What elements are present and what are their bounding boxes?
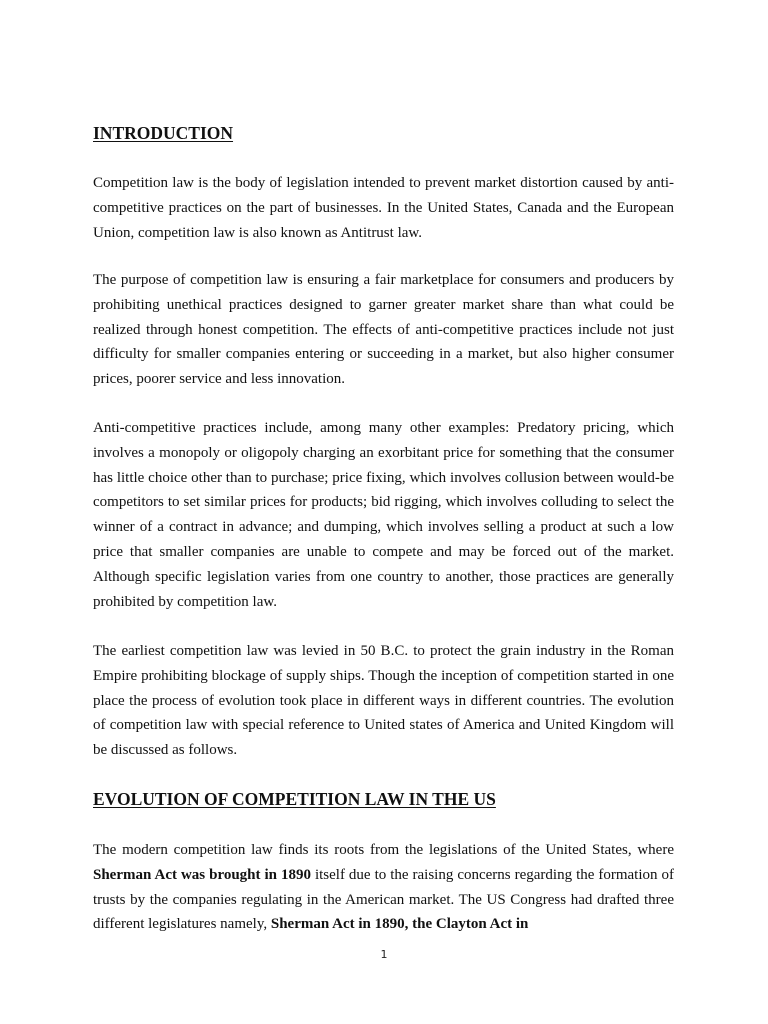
evolution-us-paragraph <box>93 838 674 937</box>
introduction-paragraph-4: The earliest competition law was levied in 50 B.C. to protect the grain industry in the Roman Empire prohibiting blockage of supply ships. Though the inception of competition started in one place the process of evolution took place in different ways in different countries. The evolution of competition law with special reference to United states of America and United Kingdom will be discussed as follows. <box>93 643 674 759</box>
introduction-paragraph-1: Competition law is the body of legislation intended to prevent market distortion caused by anti-competitive practices on the part of businesses. In the United States, Canada and the European Union, competition law is also known as Antitrust law. <box>93 175 674 241</box>
introduction-paragraph-3: Anti-competitive practices include, among many other examples: Predatory pricing, which involves a monopoly or oligopoly charging an exorbitant price for something that the consumer has little choice other than to purchase; price fixing, which involves collusion between would-be competitors to set similar prices for products; bid rigging, which involves colluding to select the winner of a contract in advance; and dumping, which involves selling a product at such a low price that smaller companies are unable to compete and may be forced out of the market. Although specific legislation varies from one country to another, those practices are generally prohibited by competition law. <box>93 420 674 610</box>
introduction-paragraph-2: The purpose of competition law is ensuring a fair marketplace for consumers and producers by prohibiting unethical practices designed to garner greater market share than what could be realized through honest competition. The effects of anti-competitive practices include not just difficulty for smaller companies entering or succeeding in a market, but also higher consumer prices, poorer service and less innovation. <box>93 272 674 388</box>
introduction-heading: INTRODUCTION <box>93 123 234 143</box>
evolution-us-text-1: The modern competition law finds its roots from the legislations of the United States, where <box>93 842 674 858</box>
evolution-us-text-2: itself due to the raising concerns regarding the formation of trusts by the companies regulating in the American market. The US Congress had drafted three different legislatures namely, <box>93 866 674 933</box>
evolution-us-bold-sherman: Sherman Act was brought in 1890 <box>93 866 311 883</box>
evolution-us-bold-acts: Sherman Act in 1890, the Clayton Act in <box>270 916 529 933</box>
evolution-us-heading: EVOLUTION OF COMPETITION LAW IN THE US <box>93 789 496 809</box>
page-number: 1 <box>380 948 388 961</box>
